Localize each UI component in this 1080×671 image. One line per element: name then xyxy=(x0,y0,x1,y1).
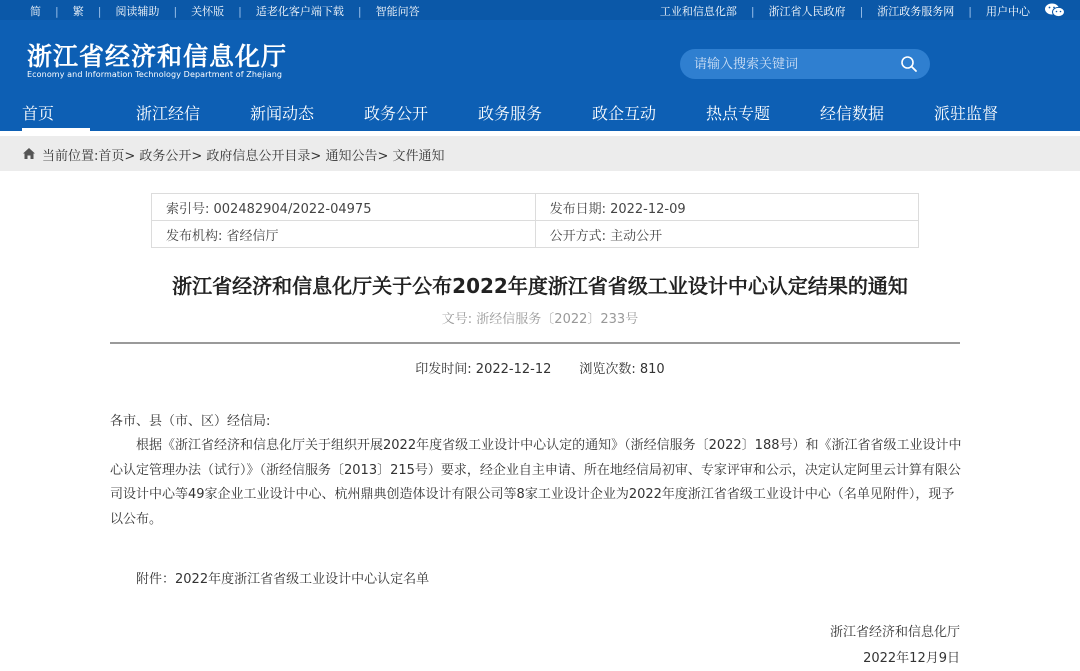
nav-supervision[interactable]: 派驻监督 xyxy=(934,104,999,123)
simplified-chinese-link[interactable]: 简 xyxy=(30,5,41,18)
miit-link[interactable]: 工业和信息化部 xyxy=(659,5,737,18)
site-title-english: Economy and Information Technology Department of Zhejiang xyxy=(27,70,283,79)
publish-date: 发布日期: 2022-12-09 xyxy=(535,194,918,221)
top-utility-bar xyxy=(0,0,1080,20)
divider xyxy=(110,342,960,344)
top-right-links xyxy=(660,3,1030,19)
attachment-link[interactable]: 附件：2022年度浙江省省级工业设计中心认定名单 xyxy=(136,572,430,587)
nav-news[interactable]: 新闻动态 xyxy=(250,104,315,123)
user-center-link[interactable]: 用户中心 xyxy=(986,5,1030,18)
site-header xyxy=(0,20,1080,95)
top-left-links xyxy=(30,3,420,19)
care-version-link[interactable]: 关怀版 xyxy=(191,5,225,18)
separator: | xyxy=(238,4,242,18)
signature-date: 2022年12月9日 xyxy=(863,651,960,666)
separator: | xyxy=(55,4,59,18)
publisher: 发布机构: 省经信厅 xyxy=(152,221,536,248)
document-number: 文号: 浙经信服务〔2022〕233号 xyxy=(441,312,639,327)
search-input[interactable] xyxy=(694,55,894,73)
search-box xyxy=(680,49,930,79)
breadcrumb xyxy=(0,136,1080,171)
breadcrumb-text[interactable]: 当前位置:首页> 政务公开> 政府信息公开目录> 通知公告> 文件通知 xyxy=(42,149,445,164)
view-count: 浏览次数: 810 xyxy=(579,362,665,377)
document-meta-table xyxy=(151,193,919,248)
wechat-icon[interactable] xyxy=(1044,2,1066,18)
nav-data[interactable]: 经信数据 xyxy=(820,104,885,123)
nav-interaction[interactable]: 政企互动 xyxy=(592,104,657,123)
home-icon xyxy=(22,147,36,160)
search-icon[interactable] xyxy=(900,55,918,73)
publish-info xyxy=(0,358,1080,377)
separator: | xyxy=(173,4,178,18)
separator: | xyxy=(357,4,362,18)
separator: | xyxy=(750,4,755,18)
article-paragraph: 根据《浙江省经济和信息化厅关于组织开展2022年度省级工业设计中心认定的通知》（浙经信服务〔2022〕188号）和《浙江省省级工业设计中心认定管理办法（试行）》（浙经信服务〔2013〕215号）要求，经企业自主申请、所在地经信局初审、专家评审和公示，决定认定阿里云计算有限公司设计中心等49家企业工业设计中心、杭州鼎典创造体设计有限公司等8家工业设计企业为2022年度浙江省省级工业设计中心（名单见附件），现予以公布。 xyxy=(110,438,962,527)
nav-hot-topics[interactable]: 热点专题 xyxy=(706,104,771,123)
article-title: 浙江省经济和信息化厅关于公布2022年度浙江省省级工业设计中心认定结果的通知 xyxy=(172,274,908,298)
smart-qa-link[interactable]: 智能问答 xyxy=(375,5,420,18)
reading-assist-link[interactable]: 阅读辅助 xyxy=(115,5,160,18)
main-nav xyxy=(0,95,1080,131)
elderly-app-download-link[interactable]: 适老化客户端下载 xyxy=(255,5,344,18)
signature: 浙江省经济和信息化厅 xyxy=(829,625,960,640)
print-time: 印发时间: 2022-12-12 xyxy=(415,362,552,377)
disclosure-method: 公开方式: 主动公开 xyxy=(535,221,918,248)
zj-gov-link[interactable]: 浙江省人民政府 xyxy=(768,5,846,18)
index-number: 索引号: 002482904/2022-04975 xyxy=(152,194,536,221)
nav-zhejiang-jingxin[interactable]: 浙江经信 xyxy=(136,104,201,123)
addressee: 各市、县（市、区）经信局: xyxy=(110,414,271,429)
table-row xyxy=(152,221,919,248)
nav-gov-services[interactable]: 政务服务 xyxy=(478,104,543,123)
separator: | xyxy=(97,4,102,18)
table-row xyxy=(152,194,919,221)
nav-home[interactable]: 首页 xyxy=(22,104,55,123)
zj-service-link[interactable]: 浙江政务服务网 xyxy=(877,5,955,18)
separator: | xyxy=(968,4,972,18)
nav-gov-affairs-open[interactable]: 政务公开 xyxy=(364,104,429,123)
separator: | xyxy=(859,4,864,18)
site-title[interactable]: 浙江省经济和信息化厅 xyxy=(27,42,288,71)
active-nav-indicator xyxy=(22,128,90,131)
traditional-chinese-link[interactable]: 繁 xyxy=(72,5,84,18)
